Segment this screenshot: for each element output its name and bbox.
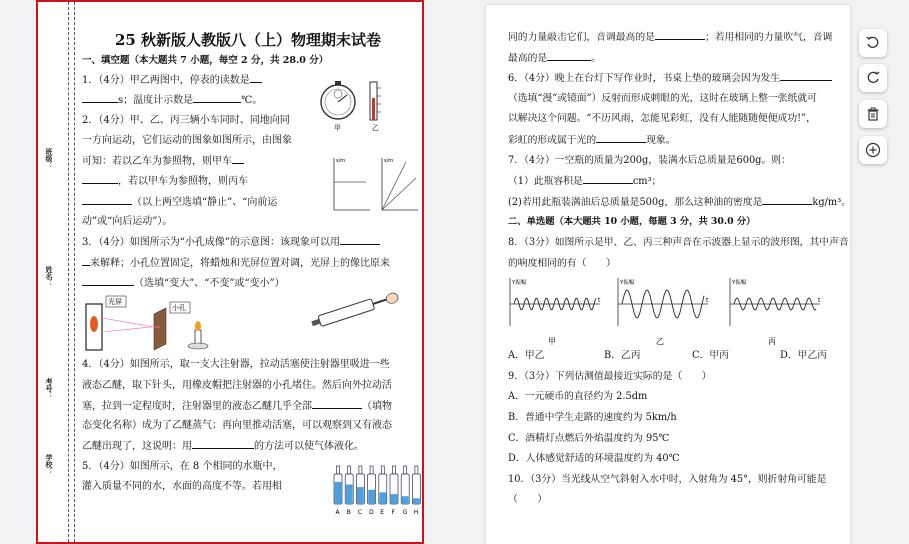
- bottle-label: D: [369, 509, 374, 516]
- waveform-group: [510, 278, 821, 346]
- q8-line2: 的响度相同的有（ ）: [508, 257, 616, 269]
- answer-blank[interactable]: [547, 48, 591, 61]
- figure-label-jia: 甲: [334, 124, 341, 132]
- stopwatch-thermometer-figure: [314, 78, 396, 132]
- answer-blank[interactable]: [596, 130, 646, 143]
- q8-option-d[interactable]: D．甲乙丙: [780, 350, 828, 362]
- answer-blank[interactable]: [82, 171, 118, 184]
- q2-line3: 可知：若以乙车为参照物，则甲车: [82, 151, 414, 171]
- answer-blank[interactable]: [655, 27, 705, 40]
- q5-cont-line2: 最高的是 。: [508, 48, 840, 69]
- motion-graphs-figure: [330, 154, 420, 218]
- wave-t-label: t: [818, 297, 821, 305]
- q9-option-c[interactable]: C．酒精灯点燃后外焰温度约为 95℃: [508, 432, 670, 444]
- q2-line6: 动”或“向后运动”）。: [82, 216, 173, 228]
- q1-line1: 1．（4分）甲乙两图中，停表的读数是: [82, 70, 414, 90]
- q4-line2: 液态乙醚，取下针头，用橡皮帽把注射器的小孔堵住。然后向外拉动活: [82, 379, 392, 391]
- bottle-neck: [337, 466, 340, 474]
- rotate-right-button[interactable]: [859, 64, 887, 92]
- syringe-cap: [311, 319, 320, 326]
- q7-line3: (2)若用此瓶装满油后总质量是500g，那么这种油的密度是 kg/m³。: [508, 192, 840, 213]
- q8-option-b[interactable]: B．乙丙: [604, 350, 641, 362]
- q6-line2: （选填“漫”或镜面”）反射而形成刺眼的光，这时在玻璃上整一张纸就可: [508, 92, 817, 104]
- answer-blank[interactable]: [340, 232, 380, 245]
- q7-line2: （1）此瓶容积是 cm³；: [508, 171, 840, 192]
- wave-t-label: t: [598, 297, 601, 305]
- q9-option-a[interactable]: A．一元硬币的直径约为 2.5dm: [508, 391, 648, 403]
- bottle-label: F: [391, 509, 395, 516]
- graph2-axis-label: s/m: [384, 158, 394, 164]
- q10-line1: 10．（3分）当光线从空气斜射入水中时，入射角为 45°，则折射角可能是: [508, 473, 827, 485]
- answer-blank[interactable]: [250, 70, 262, 83]
- bottle-neck: [370, 466, 373, 474]
- page1-content: [82, 2, 414, 497]
- delete-button[interactable]: [859, 100, 887, 128]
- q9-stem: 9．（3分）下列估测值最接近实际的是（ ）: [508, 370, 712, 382]
- bottle-label: G: [402, 509, 408, 516]
- graph2-line-a: [382, 162, 406, 210]
- plus-circle-icon: [865, 142, 881, 158]
- q4-line1: 4．（4分）如图所示，取一支大注射器，拉动活塞使注射器里吸进一些: [82, 359, 390, 371]
- bottle-water: [391, 494, 398, 504]
- graph1-axis-label: s/m: [336, 158, 346, 164]
- stopwatch-crown: [335, 81, 341, 85]
- rotate-left-button[interactable]: [859, 29, 887, 57]
- page2-content: [508, 27, 851, 511]
- wave-axis-label: Y振幅: [732, 280, 747, 287]
- bottle-neck: [381, 466, 384, 474]
- bottle-label: C: [357, 509, 363, 516]
- light-ray: [102, 318, 160, 328]
- q3-line2: 来解释；小孔位置固定，将蜡烛和光屏位置对调，光屏上的像比原来: [82, 253, 414, 273]
- bottle-neck: [348, 466, 351, 474]
- exam-number-label: 考号：: [45, 378, 53, 399]
- bottle-water: [357, 487, 364, 504]
- bottle-group: [334, 466, 420, 516]
- bottle-neck: [415, 466, 418, 474]
- bottle-label: E: [380, 509, 385, 516]
- candle-base: [188, 343, 208, 349]
- pinhole-figure: [82, 294, 382, 354]
- answer-blank[interactable]: [583, 171, 633, 184]
- bottle-water: [335, 482, 342, 504]
- bottle-water: [402, 496, 409, 504]
- q9-option-d[interactable]: D．人体感觉舒适的环境温度约为 40℃: [508, 453, 680, 465]
- q8-option-a[interactable]: A．甲乙: [508, 350, 545, 362]
- school-label: 学校：: [45, 454, 53, 475]
- q8-line1: 8．（3分）如图所示是甲、乙、丙三种声音在示波器上显示的波形图，其中声音: [508, 236, 849, 248]
- label-pinhole: 小孔: [172, 304, 186, 312]
- screen-image: [90, 316, 98, 332]
- q2-line1: 2．（4分）甲、乙、丙三辆小车同时、同地向同: [82, 114, 290, 126]
- bottle-neck: [359, 466, 362, 474]
- q4-line5: 乙醚出现了，这说明：用 的方法可以使气体液化。: [82, 436, 414, 456]
- bottle-neck: [404, 466, 407, 474]
- light-ray: [102, 326, 160, 332]
- q7-line1: 7．（4分）一空瓶的质量为200g，装满水后总质量是600g。则：: [508, 154, 791, 166]
- waveform-figure-area: [508, 274, 840, 346]
- name-label: 姓名：: [45, 266, 53, 287]
- waveform-label: 甲: [548, 337, 556, 347]
- bottle-water: [368, 490, 375, 504]
- bottle-water: [413, 498, 420, 504]
- q5-line1: 5．（4分）如图所示，在 8 个相同的水瓶中，: [82, 460, 283, 472]
- water-bottles-figure: [330, 460, 426, 520]
- section-single-choice-heading: 二、单选题（本大题共 10 小题，每题 3 分，共 30.0 分）: [508, 216, 756, 228]
- q5-line2: 灌入质量不同的水，水面的高度不等。若用相: [82, 481, 282, 493]
- class-label: 班级：: [45, 148, 53, 169]
- bottle-water: [346, 485, 353, 505]
- bottle-water: [379, 492, 386, 504]
- q4-line4: 态变化名称）成为了乙醚蒸气；再向里推动活塞，可以观察到又有液态: [82, 420, 392, 432]
- answer-blank[interactable]: [82, 273, 134, 286]
- q6-line3: 以解决这个问题。“不历风雨，怎能见彩虹，没有人能随随便便成功!”，: [508, 113, 816, 125]
- wave-axis-label: Y振幅: [620, 280, 635, 287]
- label-screen: 光屏: [108, 298, 122, 306]
- q10-line2: （ ）: [508, 494, 548, 506]
- answer-blank[interactable]: [192, 436, 254, 449]
- candle-flame: [195, 321, 201, 331]
- q2-line5: （以上两空选填“静止”、“向前运: [82, 192, 414, 212]
- answer-blank[interactable]: [780, 68, 832, 81]
- binding-line: [74, 2, 75, 542]
- q2-line4: ，若以甲车为参照物，则丙车: [82, 171, 414, 191]
- bottle-label: A: [335, 509, 340, 516]
- q6-line1: 6．（4分）晚上在台灯下写作业时，书桌上垫的玻璃会因为发生: [508, 68, 840, 89]
- q3-line1: 3．（4分）如图所示为“小孔成像”的示意图：该现象可以用: [82, 232, 414, 252]
- exam-page-1: [36, 0, 424, 544]
- answer-blank[interactable]: [312, 396, 362, 409]
- figure-label-yi: 乙: [372, 124, 379, 132]
- bottle-neck: [393, 466, 396, 474]
- wave-t-label: t: [706, 297, 709, 305]
- pinhole-board: [154, 308, 166, 350]
- answer-blank[interactable]: [82, 253, 90, 266]
- binding-strip: [38, 2, 80, 542]
- answer-blank[interactable]: [762, 192, 812, 205]
- q8-options: [508, 346, 840, 367]
- q5-cont-line1: 同的力量敲击它们，音调最高的是 ；若用相同的力量吹气，音调: [508, 27, 840, 48]
- bottle-label: H: [413, 509, 419, 516]
- q1-line2: s；温度计示数是 ℃。: [82, 90, 414, 110]
- candle: [195, 330, 201, 344]
- answer-blank[interactable]: [232, 151, 244, 164]
- waveform-label: 丙: [768, 337, 776, 347]
- exam-title: 25 秋新版人教版八（上）物理期末试卷: [114, 31, 382, 49]
- rotate-right-icon: [865, 70, 881, 86]
- thermometer-liquid: [372, 98, 375, 120]
- binding-line: [68, 2, 69, 542]
- add-button[interactable]: [859, 136, 887, 164]
- q9-option-b[interactable]: B．普通中学生走路的速度约为 5km/h: [508, 411, 677, 423]
- q6-line4: 彩虹的形成属于光的 现象。: [508, 130, 840, 151]
- wave-axis-label: Y振幅: [512, 280, 527, 287]
- q8-option-c[interactable]: C．甲丙: [692, 350, 729, 362]
- answer-blank[interactable]: [82, 192, 132, 205]
- q2-line2: 一方向运动，它们运动的图象如图所示，由图象: [82, 134, 292, 146]
- waveform-figure: [508, 274, 848, 346]
- answer-blank[interactable]: [82, 90, 118, 103]
- exam-page-2: [486, 5, 850, 544]
- section-fill-blank-heading: 一、填空题（本大题共 7 小题，每空 2 分，共 28.0 分）: [82, 55, 329, 66]
- rotate-left-icon: [865, 35, 881, 51]
- bottle-label: B: [346, 509, 351, 516]
- q3-line3: （选填“变大”、“不变”或“变小”）: [82, 273, 414, 293]
- trash-icon: [865, 106, 881, 122]
- syringe-barrel: [318, 299, 375, 327]
- q4-line3: 塞，拉到一定程度时，注射器里的液态乙醚几乎全部 （填物: [82, 396, 414, 416]
- answer-blank[interactable]: [193, 90, 241, 103]
- waveform-label: 乙: [656, 337, 664, 347]
